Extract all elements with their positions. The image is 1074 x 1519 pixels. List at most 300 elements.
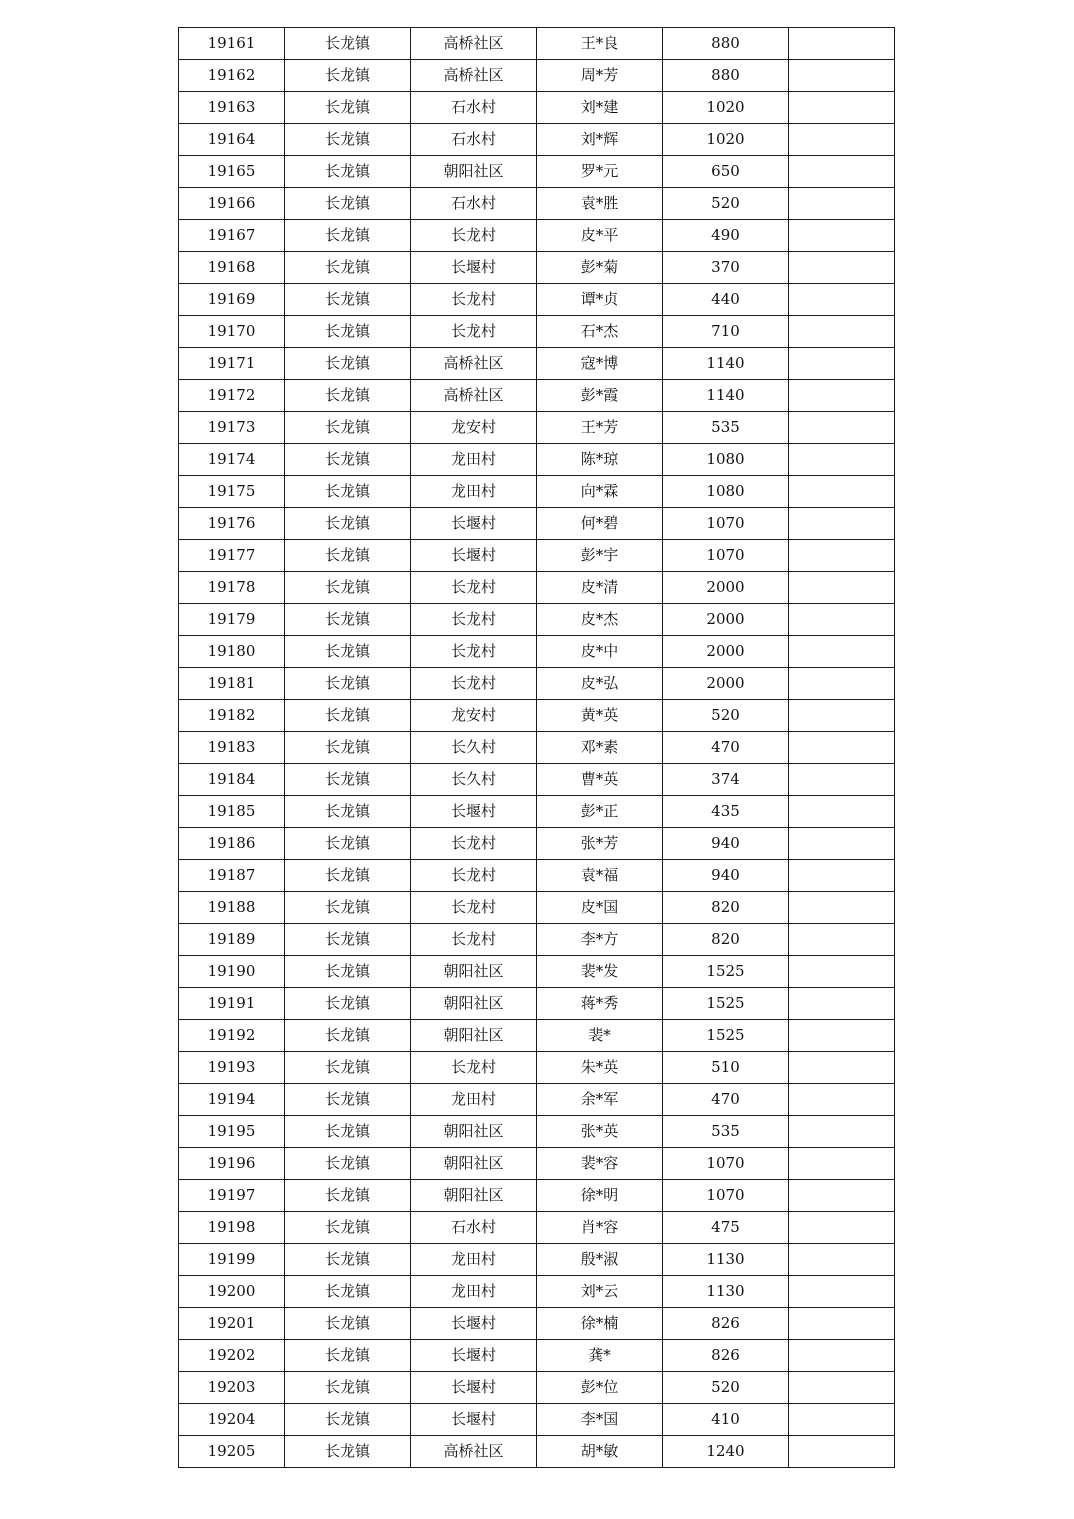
cell-serial-number: 19166 [179, 188, 285, 220]
cell-person-name: 胡*敏 [537, 1436, 663, 1468]
cell-serial-number: 19194 [179, 1084, 285, 1116]
cell-note [789, 60, 895, 92]
cell-serial-number: 19164 [179, 124, 285, 156]
cell-amount: 820 [663, 892, 789, 924]
table-row [179, 252, 895, 284]
table-row [179, 1180, 895, 1212]
cell-person-name: 彭*宇 [537, 540, 663, 572]
cell-amount: 1070 [663, 1180, 789, 1212]
cell-serial-number: 19187 [179, 860, 285, 892]
cell-village: 朝阳社区 [411, 1116, 537, 1148]
cell-amount: 1140 [663, 348, 789, 380]
cell-person-name: 徐*楠 [537, 1308, 663, 1340]
table-row [179, 828, 895, 860]
table-row [179, 1436, 895, 1468]
cell-note [789, 92, 895, 124]
cell-note [789, 604, 895, 636]
cell-town: 长龙镇 [285, 1116, 411, 1148]
cell-town: 长龙镇 [285, 1180, 411, 1212]
table-row [179, 1052, 895, 1084]
cell-person-name: 罗*元 [537, 156, 663, 188]
table-row [179, 156, 895, 188]
cell-note [789, 444, 895, 476]
cell-note [789, 316, 895, 348]
cell-village: 石水村 [411, 92, 537, 124]
cell-serial-number: 19200 [179, 1276, 285, 1308]
cell-serial-number: 19204 [179, 1404, 285, 1436]
cell-village: 石水村 [411, 1212, 537, 1244]
cell-person-name: 肖*容 [537, 1212, 663, 1244]
cell-town: 长龙镇 [285, 668, 411, 700]
cell-village: 高桥社区 [411, 348, 537, 380]
cell-amount: 1070 [663, 540, 789, 572]
cell-village: 长堰村 [411, 1372, 537, 1404]
cell-serial-number: 19205 [179, 1436, 285, 1468]
cell-note [789, 188, 895, 220]
cell-village: 长龙村 [411, 1052, 537, 1084]
cell-town: 长龙镇 [285, 60, 411, 92]
cell-serial-number: 19176 [179, 508, 285, 540]
cell-serial-number: 19199 [179, 1244, 285, 1276]
cell-person-name: 彭*霞 [537, 380, 663, 412]
cell-amount: 475 [663, 1212, 789, 1244]
cell-person-name: 朱*英 [537, 1052, 663, 1084]
cell-amount: 2000 [663, 636, 789, 668]
cell-serial-number: 19175 [179, 476, 285, 508]
cell-village: 长龙村 [411, 860, 537, 892]
cell-person-name: 刘*云 [537, 1276, 663, 1308]
cell-town: 长龙镇 [285, 892, 411, 924]
cell-note [789, 412, 895, 444]
cell-note [789, 572, 895, 604]
cell-village: 朝阳社区 [411, 1180, 537, 1212]
cell-amount: 2000 [663, 572, 789, 604]
cell-amount: 1020 [663, 92, 789, 124]
cell-serial-number: 19169 [179, 284, 285, 316]
cell-note [789, 220, 895, 252]
table-row [179, 540, 895, 572]
cell-serial-number: 19188 [179, 892, 285, 924]
table-row [179, 924, 895, 956]
cell-village: 高桥社区 [411, 60, 537, 92]
cell-note [789, 1148, 895, 1180]
cell-serial-number: 19195 [179, 1116, 285, 1148]
cell-town: 长龙镇 [285, 796, 411, 828]
cell-note [789, 1212, 895, 1244]
cell-note [789, 1244, 895, 1276]
cell-town: 长龙镇 [285, 732, 411, 764]
cell-village: 长堰村 [411, 508, 537, 540]
cell-village: 长堰村 [411, 540, 537, 572]
table-body [179, 28, 895, 1468]
cell-note [789, 156, 895, 188]
cell-town: 长龙镇 [285, 1340, 411, 1372]
cell-person-name: 皮*平 [537, 220, 663, 252]
cell-note [789, 924, 895, 956]
cell-village: 长龙村 [411, 220, 537, 252]
cell-town: 长龙镇 [285, 188, 411, 220]
cell-amount: 2000 [663, 604, 789, 636]
cell-person-name: 王*芳 [537, 412, 663, 444]
cell-amount: 1525 [663, 1020, 789, 1052]
cell-village: 长龙村 [411, 572, 537, 604]
cell-amount: 440 [663, 284, 789, 316]
cell-amount: 520 [663, 700, 789, 732]
table-row [179, 604, 895, 636]
cell-town: 长龙镇 [285, 988, 411, 1020]
cell-person-name: 皮*中 [537, 636, 663, 668]
cell-serial-number: 19193 [179, 1052, 285, 1084]
cell-person-name: 刘*建 [537, 92, 663, 124]
cell-note [789, 860, 895, 892]
cell-amount: 650 [663, 156, 789, 188]
table-row [179, 1308, 895, 1340]
cell-note [789, 732, 895, 764]
cell-note [789, 284, 895, 316]
table-row [179, 1244, 895, 1276]
cell-serial-number: 19189 [179, 924, 285, 956]
table-row [179, 124, 895, 156]
cell-person-name: 周*芳 [537, 60, 663, 92]
cell-serial-number: 19201 [179, 1308, 285, 1340]
cell-amount: 1130 [663, 1244, 789, 1276]
cell-town: 长龙镇 [285, 604, 411, 636]
cell-amount: 435 [663, 796, 789, 828]
cell-serial-number: 19196 [179, 1148, 285, 1180]
cell-serial-number: 19186 [179, 828, 285, 860]
cell-amount: 1070 [663, 508, 789, 540]
cell-village: 长龙村 [411, 828, 537, 860]
cell-village: 长龙村 [411, 636, 537, 668]
cell-person-name: 陈*琼 [537, 444, 663, 476]
cell-note [789, 1308, 895, 1340]
cell-note [789, 1276, 895, 1308]
cell-amount: 510 [663, 1052, 789, 1084]
table-row [179, 92, 895, 124]
cell-village: 朝阳社区 [411, 1148, 537, 1180]
cell-amount: 1020 [663, 124, 789, 156]
cell-note [789, 828, 895, 860]
cell-serial-number: 19161 [179, 28, 285, 60]
table-row [179, 1084, 895, 1116]
cell-town: 长龙镇 [285, 92, 411, 124]
cell-person-name: 皮*国 [537, 892, 663, 924]
cell-town: 长龙镇 [285, 956, 411, 988]
cell-amount: 374 [663, 764, 789, 796]
cell-amount: 520 [663, 1372, 789, 1404]
cell-town: 长龙镇 [285, 508, 411, 540]
cell-serial-number: 19173 [179, 412, 285, 444]
cell-person-name: 殷*淑 [537, 1244, 663, 1276]
cell-serial-number: 19183 [179, 732, 285, 764]
cell-village: 高桥社区 [411, 380, 537, 412]
cell-person-name: 黄*英 [537, 700, 663, 732]
cell-town: 长龙镇 [285, 1404, 411, 1436]
cell-amount: 535 [663, 1116, 789, 1148]
cell-town: 长龙镇 [285, 540, 411, 572]
cell-person-name: 徐*明 [537, 1180, 663, 1212]
cell-amount: 1525 [663, 988, 789, 1020]
cell-serial-number: 19203 [179, 1372, 285, 1404]
table-row [179, 508, 895, 540]
table-row [179, 220, 895, 252]
cell-village: 高桥社区 [411, 28, 537, 60]
table-row [179, 284, 895, 316]
table-row [179, 892, 895, 924]
cell-village: 长龙村 [411, 668, 537, 700]
cell-town: 长龙镇 [285, 828, 411, 860]
cell-village: 朝阳社区 [411, 988, 537, 1020]
cell-village: 朝阳社区 [411, 156, 537, 188]
cell-village: 龙田村 [411, 1084, 537, 1116]
table-row [179, 700, 895, 732]
cell-serial-number: 19197 [179, 1180, 285, 1212]
table-row [179, 380, 895, 412]
cell-note [789, 380, 895, 412]
cell-serial-number: 19171 [179, 348, 285, 380]
cell-village: 长堰村 [411, 796, 537, 828]
cell-note [789, 124, 895, 156]
cell-serial-number: 19165 [179, 156, 285, 188]
cell-note [789, 700, 895, 732]
table-row [179, 348, 895, 380]
table-row [179, 188, 895, 220]
cell-serial-number: 19202 [179, 1340, 285, 1372]
cell-note [789, 476, 895, 508]
cell-town: 长龙镇 [285, 316, 411, 348]
cell-person-name: 皮*杰 [537, 604, 663, 636]
cell-village: 石水村 [411, 124, 537, 156]
cell-amount: 940 [663, 828, 789, 860]
cell-person-name: 李*方 [537, 924, 663, 956]
cell-person-name: 邓*素 [537, 732, 663, 764]
cell-serial-number: 19185 [179, 796, 285, 828]
cell-serial-number: 19192 [179, 1020, 285, 1052]
cell-person-name: 向*霖 [537, 476, 663, 508]
cell-person-name: 何*碧 [537, 508, 663, 540]
cell-serial-number: 19180 [179, 636, 285, 668]
cell-village: 长久村 [411, 732, 537, 764]
cell-village: 长龙村 [411, 892, 537, 924]
cell-note [789, 1020, 895, 1052]
cell-serial-number: 19167 [179, 220, 285, 252]
cell-serial-number: 19170 [179, 316, 285, 348]
cell-town: 长龙镇 [285, 764, 411, 796]
cell-village: 长龙村 [411, 604, 537, 636]
table-row [179, 1276, 895, 1308]
cell-amount: 370 [663, 252, 789, 284]
cell-town: 长龙镇 [285, 220, 411, 252]
cell-note [789, 1372, 895, 1404]
cell-person-name: 蒋*秀 [537, 988, 663, 1020]
cell-serial-number: 19181 [179, 668, 285, 700]
cell-town: 长龙镇 [285, 572, 411, 604]
cell-serial-number: 19178 [179, 572, 285, 604]
table-row [179, 1148, 895, 1180]
cell-person-name: 裴*容 [537, 1148, 663, 1180]
table-row [179, 316, 895, 348]
cell-person-name: 皮*弘 [537, 668, 663, 700]
cell-note [789, 1084, 895, 1116]
cell-note [789, 636, 895, 668]
cell-town: 长龙镇 [285, 380, 411, 412]
cell-town: 长龙镇 [285, 284, 411, 316]
cell-amount: 1525 [663, 956, 789, 988]
cell-town: 长龙镇 [285, 124, 411, 156]
table-row [179, 444, 895, 476]
table-row [179, 412, 895, 444]
cell-town: 长龙镇 [285, 636, 411, 668]
table-row [179, 1116, 895, 1148]
cell-village: 长久村 [411, 764, 537, 796]
cell-amount: 535 [663, 412, 789, 444]
cell-town: 长龙镇 [285, 1244, 411, 1276]
cell-person-name: 彭*正 [537, 796, 663, 828]
cell-note [789, 508, 895, 540]
cell-person-name: 张*芳 [537, 828, 663, 860]
cell-note [789, 1436, 895, 1468]
cell-village: 龙田村 [411, 1244, 537, 1276]
cell-person-name: 张*英 [537, 1116, 663, 1148]
cell-village: 长龙村 [411, 284, 537, 316]
cell-note [789, 956, 895, 988]
cell-village: 长堰村 [411, 1404, 537, 1436]
cell-note [789, 252, 895, 284]
cell-village: 朝阳社区 [411, 1020, 537, 1052]
cell-person-name: 曹*英 [537, 764, 663, 796]
cell-amount: 1080 [663, 444, 789, 476]
cell-serial-number: 19190 [179, 956, 285, 988]
cell-note [789, 892, 895, 924]
cell-serial-number: 19182 [179, 700, 285, 732]
table-row [179, 476, 895, 508]
cell-village: 龙田村 [411, 444, 537, 476]
cell-village: 龙田村 [411, 476, 537, 508]
cell-person-name: 彭*位 [537, 1372, 663, 1404]
table-row [179, 764, 895, 796]
cell-town: 长龙镇 [285, 252, 411, 284]
cell-village: 龙安村 [411, 412, 537, 444]
cell-amount: 880 [663, 28, 789, 60]
cell-village: 龙安村 [411, 700, 537, 732]
cell-amount: 470 [663, 732, 789, 764]
cell-serial-number: 19163 [179, 92, 285, 124]
cell-town: 长龙镇 [285, 444, 411, 476]
cell-serial-number: 19174 [179, 444, 285, 476]
cell-amount: 940 [663, 860, 789, 892]
cell-amount: 826 [663, 1308, 789, 1340]
cell-amount: 520 [663, 188, 789, 220]
cell-person-name: 谭*贞 [537, 284, 663, 316]
cell-note [789, 668, 895, 700]
cell-serial-number: 19168 [179, 252, 285, 284]
cell-note [789, 988, 895, 1020]
cell-person-name: 刘*辉 [537, 124, 663, 156]
cell-town: 长龙镇 [285, 476, 411, 508]
table-row [179, 28, 895, 60]
cell-person-name: 彭*菊 [537, 252, 663, 284]
cell-village: 长堰村 [411, 1340, 537, 1372]
table-row [179, 60, 895, 92]
cell-person-name: 龚* [537, 1340, 663, 1372]
table-row [179, 636, 895, 668]
table-row [179, 1212, 895, 1244]
cell-village: 长龙村 [411, 924, 537, 956]
cell-serial-number: 19162 [179, 60, 285, 92]
cell-note [789, 796, 895, 828]
cell-note [789, 1116, 895, 1148]
cell-town: 长龙镇 [285, 28, 411, 60]
table-row [179, 988, 895, 1020]
cell-town: 长龙镇 [285, 860, 411, 892]
cell-person-name: 寇*博 [537, 348, 663, 380]
cell-note [789, 1404, 895, 1436]
cell-amount: 820 [663, 924, 789, 956]
cell-town: 长龙镇 [285, 1052, 411, 1084]
subsidy-table [178, 27, 895, 1468]
cell-town: 长龙镇 [285, 700, 411, 732]
table-row [179, 572, 895, 604]
cell-amount: 880 [663, 60, 789, 92]
cell-village: 高桥社区 [411, 1436, 537, 1468]
cell-amount: 470 [663, 1084, 789, 1116]
cell-person-name: 裴* [537, 1020, 663, 1052]
cell-note [789, 540, 895, 572]
cell-amount: 1240 [663, 1436, 789, 1468]
table-row [179, 860, 895, 892]
cell-note [789, 1340, 895, 1372]
cell-amount: 1140 [663, 380, 789, 412]
cell-town: 长龙镇 [285, 1212, 411, 1244]
cell-note [789, 28, 895, 60]
cell-amount: 410 [663, 1404, 789, 1436]
cell-town: 长龙镇 [285, 156, 411, 188]
cell-person-name: 袁*胜 [537, 188, 663, 220]
cell-amount: 1130 [663, 1276, 789, 1308]
cell-village: 长龙村 [411, 316, 537, 348]
cell-town: 长龙镇 [285, 1276, 411, 1308]
table-row [179, 1020, 895, 1052]
cell-person-name: 余*军 [537, 1084, 663, 1116]
cell-person-name: 袁*福 [537, 860, 663, 892]
cell-village: 朝阳社区 [411, 956, 537, 988]
cell-town: 长龙镇 [285, 1436, 411, 1468]
cell-serial-number: 19191 [179, 988, 285, 1020]
cell-village: 石水村 [411, 188, 537, 220]
table-row [179, 668, 895, 700]
cell-town: 长龙镇 [285, 412, 411, 444]
cell-town: 长龙镇 [285, 1372, 411, 1404]
cell-serial-number: 19172 [179, 380, 285, 412]
cell-amount: 826 [663, 1340, 789, 1372]
cell-note [789, 1052, 895, 1084]
cell-note [789, 1180, 895, 1212]
cell-serial-number: 19179 [179, 604, 285, 636]
cell-amount: 1080 [663, 476, 789, 508]
cell-town: 长龙镇 [285, 348, 411, 380]
cell-village: 长堰村 [411, 1308, 537, 1340]
cell-amount: 1070 [663, 1148, 789, 1180]
cell-person-name: 王*良 [537, 28, 663, 60]
cell-person-name: 李*国 [537, 1404, 663, 1436]
cell-village: 长堰村 [411, 252, 537, 284]
cell-town: 长龙镇 [285, 1148, 411, 1180]
table-row [179, 1404, 895, 1436]
cell-amount: 2000 [663, 668, 789, 700]
table-row [179, 956, 895, 988]
cell-amount: 490 [663, 220, 789, 252]
cell-amount: 710 [663, 316, 789, 348]
